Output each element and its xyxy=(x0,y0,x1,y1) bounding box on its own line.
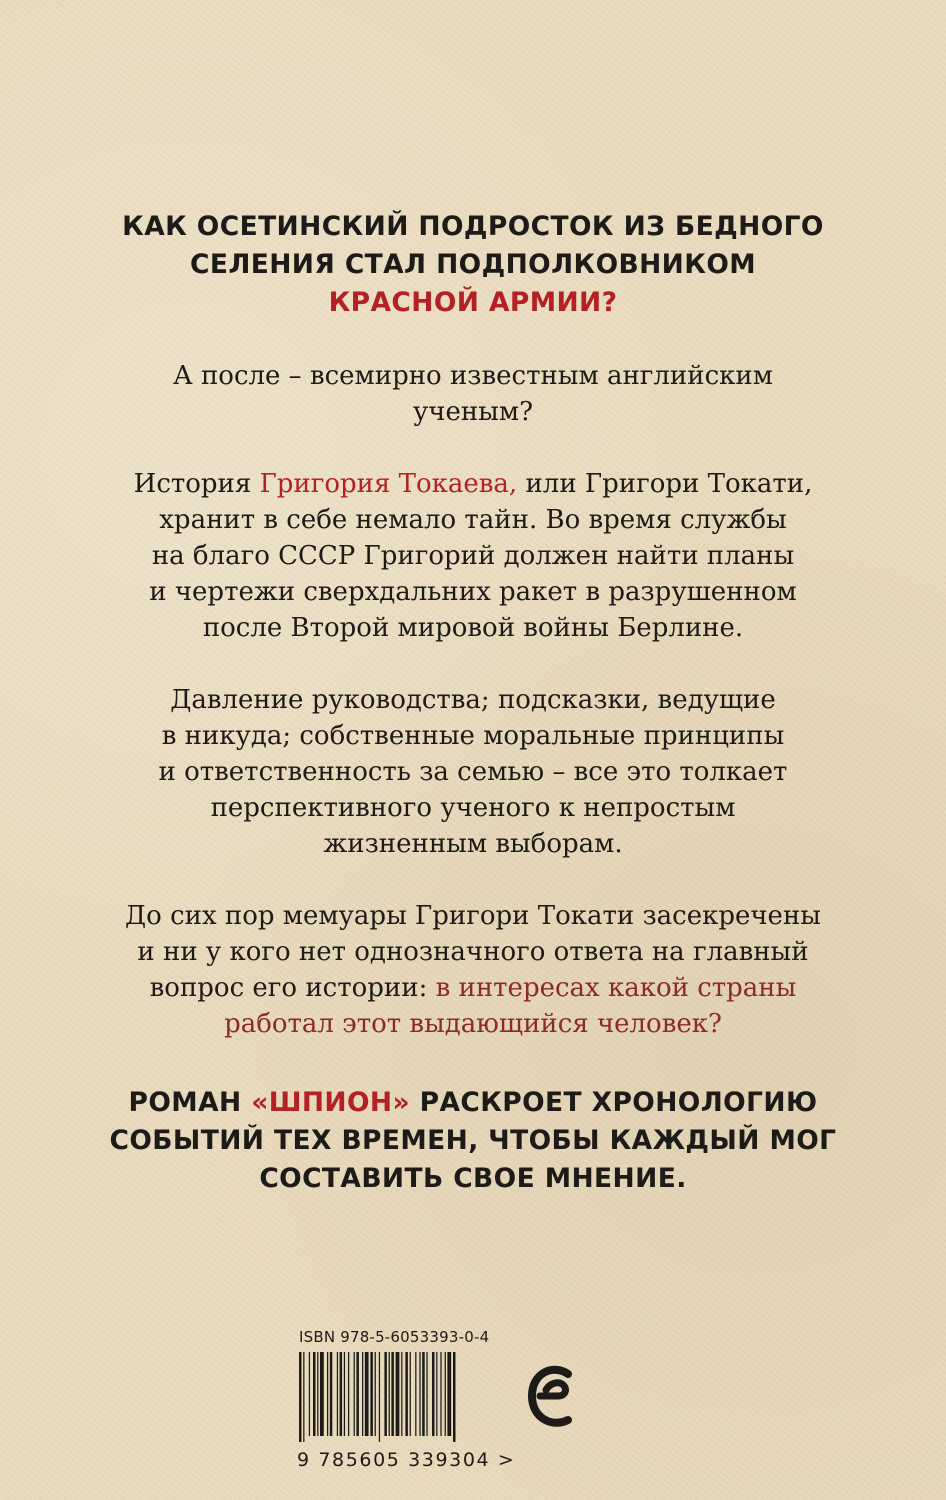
question-highlight-1: в интересах какой страны xyxy=(435,973,797,1003)
barcode-bar xyxy=(401,1352,402,1436)
barcode-bar xyxy=(356,1352,359,1436)
barcode-bar xyxy=(327,1352,328,1436)
paragraph-4 xyxy=(60,898,886,1042)
paragraph-4-line-3-pre: вопрос его истории: xyxy=(149,973,436,1003)
closing-line-3: СОСТАВИТЬ СВОЕ МНЕНИЕ. xyxy=(259,1163,687,1194)
hero-name-highlight: Григория Токаева, xyxy=(259,469,518,499)
closing-line-2: СОБЫТИЙ ТЕХ ВРЕМЕН, ЧТОБЫ КАЖДЫЙ МОГ xyxy=(109,1125,837,1156)
paragraph-2-line-4: и чертежи сверхдальних ракет в разрушенном xyxy=(149,577,797,607)
barcode-bar xyxy=(337,1352,338,1436)
closing-line-1-post: РАСКРОЕТ ХРОНОЛОГИЮ xyxy=(410,1087,818,1118)
paragraph-4-line-3 xyxy=(60,970,886,1006)
paragraph-3-line-1: Давление руководства; подсказки, ведущие xyxy=(170,685,776,715)
barcode-bar xyxy=(436,1352,437,1436)
paragraph-3-line-3: и ответственность за семью – все это толкает xyxy=(158,757,788,787)
barcode-bar xyxy=(432,1352,435,1436)
barcode-bar xyxy=(309,1352,310,1436)
eksmo-logo-icon xyxy=(524,1362,580,1434)
barcode-bar xyxy=(354,1352,355,1436)
barcode-bar xyxy=(379,1352,380,1442)
barcode-bar xyxy=(396,1352,400,1436)
barcode-bar xyxy=(384,1352,387,1436)
headline xyxy=(60,208,886,322)
barcode-bar xyxy=(313,1352,316,1436)
barcode-bar xyxy=(299,1352,302,1442)
barcode-bar xyxy=(317,1352,318,1436)
barcode-bar xyxy=(440,1352,441,1436)
barcode-bar xyxy=(330,1352,333,1436)
barcode-bar xyxy=(340,1352,343,1436)
barcode-bar xyxy=(391,1352,394,1436)
paragraph-1 xyxy=(60,358,886,430)
paragraph-3-line-5: жизненным выборам. xyxy=(323,829,623,859)
barcode-bar xyxy=(453,1352,456,1442)
paragraph-2-line-3: на благо СССР Григорий должен найти планы xyxy=(151,541,795,571)
barcode-icon xyxy=(297,1352,507,1442)
isbn-label: ISBN 978-5-6053393-0-4 xyxy=(299,1328,490,1346)
paragraph-4-line-1: До сих пор мемуары Григори Токати засекречены xyxy=(125,901,821,931)
paragraph-1-line-2: ученым? xyxy=(412,397,534,427)
barcode-bar xyxy=(422,1352,425,1436)
paragraph-3-line-4: перспективного ученого к непростым xyxy=(210,793,736,823)
paragraph-2-line-1 xyxy=(60,466,886,502)
paragraph-2-line-1-pre: История xyxy=(133,469,260,499)
novel-title: «ШПИОН» xyxy=(251,1087,411,1118)
paragraph-2-line-1-post: или Григори Токати, xyxy=(517,469,813,499)
barcode-bar xyxy=(405,1352,408,1436)
headline-line-3: КРАСНОЙ АРМИИ? xyxy=(328,287,618,318)
barcode-bar xyxy=(415,1352,416,1436)
headline-line-1: КАК ОСЕТИНСКИЙ ПОДРОСТОК ИЗ БЕДНОГО xyxy=(122,211,824,242)
barcode-bar xyxy=(375,1352,376,1436)
barcode-bar xyxy=(389,1352,390,1436)
isbn-block xyxy=(297,1328,516,1471)
paragraph-2 xyxy=(60,466,886,646)
question-highlight-2: работал этот выдающийся человек? xyxy=(224,1009,722,1039)
barcode-bar xyxy=(348,1352,349,1436)
paragraph-3-line-2: в никуда; собственные моральные принципы xyxy=(161,721,785,751)
barcode-bar xyxy=(370,1352,373,1436)
paragraph-1-line-1: А после – всемирно известным английским xyxy=(173,361,773,391)
closing-line-1-pre: РОМАН xyxy=(128,1087,252,1118)
barcode-bar xyxy=(419,1352,420,1436)
paragraph-4-line-2: и ни у кого нет однозначного ответа на главный xyxy=(137,937,809,967)
closing-statement xyxy=(60,1084,886,1198)
barcode-bar xyxy=(365,1352,369,1436)
barcode-bar xyxy=(344,1352,345,1436)
headline-line-2: СЕЛЕНИЯ СТАЛ ПОДПОЛКОВНИКОМ xyxy=(189,249,757,280)
barcode-bar xyxy=(320,1352,324,1436)
barcode-bar xyxy=(303,1352,304,1442)
barcode-bar xyxy=(410,1352,411,1436)
barcode-bar xyxy=(445,1352,446,1436)
barcode-digits: 9 785605 339304 > xyxy=(297,1449,516,1471)
barcode-bar xyxy=(426,1352,427,1436)
barcode-bar xyxy=(447,1352,451,1436)
back-cover-text xyxy=(60,208,886,1198)
closing-line-1 xyxy=(60,1084,886,1122)
barcode-bar xyxy=(362,1352,363,1436)
paragraph-2-line-5: после Второй мировой войны Берлине. xyxy=(202,613,744,643)
paragraph-2-line-2: хранит в себе немало тайн. Во время службы xyxy=(159,505,787,535)
paragraph-3 xyxy=(60,682,886,862)
